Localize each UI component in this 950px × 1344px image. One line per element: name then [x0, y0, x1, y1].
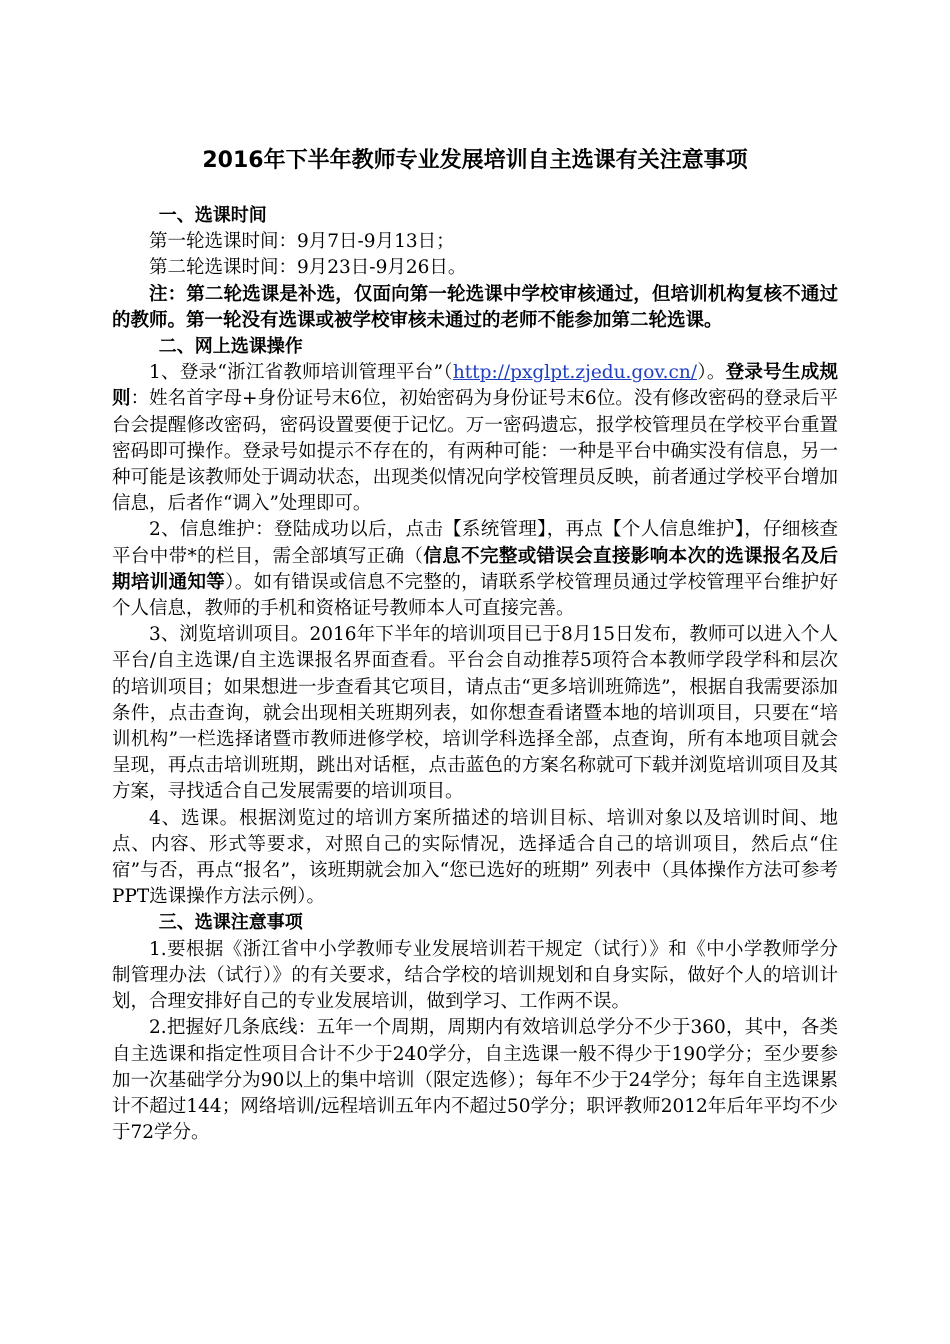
section-heading-notes: 三、选课注意事项 — [158, 912, 303, 934]
paragraph-login — [112, 360, 838, 517]
login-text-c: ：姓名首字母+身份证号末6位，初始密码为身份证号末6位。没有修改密码的登录后平台会提醒修改密码，密码设置要便于记忆。万一密码遗忘，报学校管理员在学校平台重置密码即可操作。登录号如提示不存在的，有两种可能：一种是平台中确实没有信息，另一种可能是该教师处于调动状态，出现类似情况向学校管理员反映，前者通过学校平台增加信息，后者作“调入”处理即可。 — [112, 388, 838, 515]
document-title: 2016年下半年教师专业发展培训自主选课有关注意事项 — [202, 148, 748, 173]
login-text-a: 1、登录“浙江省教师培训管理平台”（ — [149, 362, 453, 384]
info-text-a: 2、信息维护：登陆成功以后，点击【系统管理】，再点【个人信息维护】，仔细核查平台中带*的栏目，需全部填写正确（ — [112, 519, 838, 567]
paragraph-browse-projects: 3、浏览培训项目。2016年下半年的培训项目已于8月15日发布，教师可以进入个人平台/自主选课/自主选课报名界面查看。平台会自动推荐5项符合本教师学段学科和层次的培训项目；如果想进一步查看其它项目，请点击“更多培训班筛选”，根据自我需要添加条件，点击查询，就会出现相关班期列表，如你想查看诸暨本地的培训项目，只要在“培训机构”一栏选择诸暨市教师进修学校，培训学科选择全部，点查询，所有本地项目就会呈现，再点击培训班期，跳出对话框，点击蓝色的方案名称就可下载并浏览培训项目及其方案，寻找适合自己发展需要的培训项目。 — [112, 624, 838, 803]
paragraph-info-maintain — [112, 517, 838, 622]
document-body — [112, 203, 838, 1146]
round1-time: 第一轮选课时间：9月7日-9月13日； — [149, 231, 455, 253]
section-heading-operation: 二、网上选课操作 — [158, 336, 303, 358]
round2-time: 第二轮选课时间：9月23日-9月26日。 — [149, 257, 467, 279]
info-text-b: ）。如有错误或信息不完整的，请联系学校管理员通过学校管理平台维护好个人信息，教师的手机和资格证号教师本人可直接完善。 — [112, 571, 838, 620]
section-heading-time: 一、选课时间 — [158, 205, 267, 226]
paragraph-note-2: 2.把握好几条底线：五年一个周期，周期内有效培训总学分不少于360，其中，各类自主选课和指定性项目合计不少于240学分，自主选课一般不得少于190学分；至少要参加一次基础学分为90以上的集中培训（限定选修）；每年不少于24学分；每年自主选课累计不超过144；网络培训/远程培训五年内不超过50学分；职评教师2012年后年平均不少于72学分。 — [112, 1017, 838, 1144]
round2-note: 注：第二轮选课是补选，仅面向第一轮选课中学校审核通过，但培训机构复核不通过的教师。第一轮没有选课或被学校审核未通过的老师不能参加第二轮选课。 — [112, 283, 838, 331]
paragraph-note-1: 1.要根据《浙江省中小学教师专业发展培训若干规定（试行）》和《中小学教师学分制管理办法（试行）》的有关要求，结合学校的培训规划和自身实际，做好个人的培训计划，合理安排好自己的专业发展培训，做到学习、工作两不误。 — [112, 938, 838, 1013]
login-text-b: ）。 — [697, 362, 726, 384]
login-rule-bold: 登录号生成规则 — [112, 362, 838, 410]
info-warning-bold: 信息不完整或错误会直接影响本次的选课报名及后期培训通知等 — [112, 545, 838, 593]
paragraph-select-course: 4、选课。根据浏览过的培训方案所描述的培训目标、培训对象以及培训时间、地点、内容、形式等要求，对照自己的实际情况，选择适合自己的培训项目，然后点“住宿”与否，再点“报名”，该班期就会加入“您已选好的班期” 列表中（具体操作方法可参考PPT选课操作方法示例）。 — [112, 807, 838, 908]
platform-link[interactable]: http://pxglpt.zjedu.gov.cn/ — [452, 362, 698, 384]
